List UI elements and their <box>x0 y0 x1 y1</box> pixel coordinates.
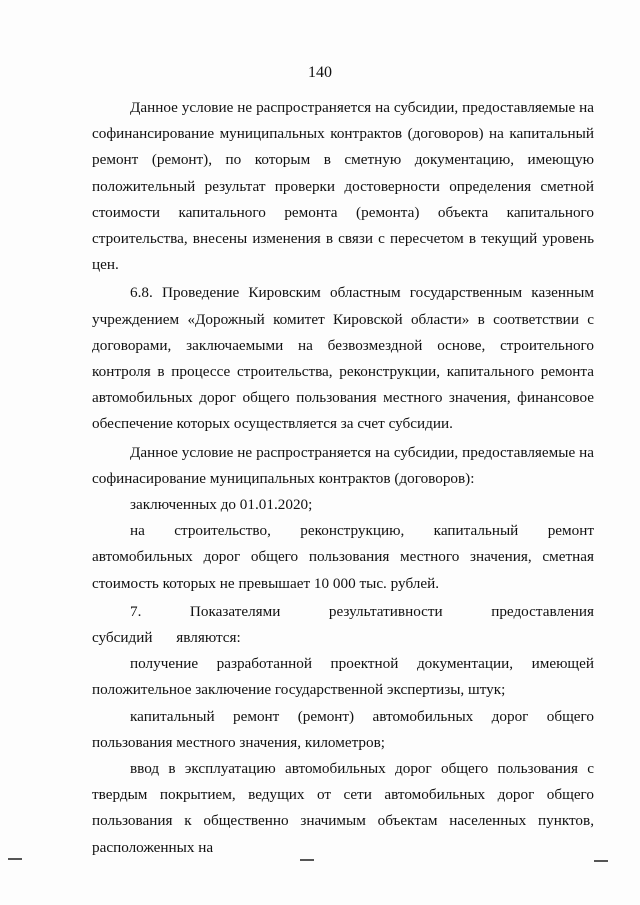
paragraph-subsidy-condition-2: Данное условие не распространяется на субсидии, предоставляемые на софинасирование муниципальных контрактов (договоров): <box>92 443 594 487</box>
scan-artifact-left <box>8 858 22 860</box>
paragraph-indicator-design-docs: получение разработанной проектной документации, имеющей положительное заключение государственной экспертизы, штук; <box>92 655 594 699</box>
paragraph-construction-cost: на строительство, реконструкцию, капитальный ремонт автомобильных дорог общего пользования местного значения, сметная стоимость которых не превышает 10 000 тыс. рублей. <box>92 522 594 592</box>
scan-artifact-center <box>300 859 314 861</box>
paragraph-item-7: 7. Показателями результативности предоставления субсидий являются: <box>92 602 594 647</box>
paragraph-subsidy-condition-1: Данное условие не распространяется на субсидии, предоставляемые на софинансирование муниципальных контрактов (договоров) на капитальный ремонт (ремонт), по которым в сметную документацию, имеющую положительный результат проверки достоверности определения сметной стоимости капитального ремонта (ремонта) объекта капитального строительства, внесены изменения в связи с пересчетом в текущий уровень цен. <box>92 99 594 274</box>
paragraph-indicator-commissioning: ввод в эксплуатацию автомобильных дорог общего пользования с твердым покрытием, ведущих от сети автомобильных дорог общего пользования к общественно значимым объектам населенных пунктов, расположенных на <box>92 760 594 856</box>
document-body <box>92 95 594 861</box>
paragraph-indicator-repair: капитальный ремонт (ремонт) автомобильных дорог общего пользования местного значения, километров; <box>92 707 594 751</box>
paragraph-concluded-before: заключенных до 01.01.2020; <box>130 496 313 514</box>
scan-artifact-right <box>594 860 608 862</box>
paragraph-item-6-8: 6.8. Проведение Кировским областным государственным казенным учреждением «Дорожный комитет Кировской области» в соответствии с договорами, заключаемыми на безвозмездной основе, строительного контроля в процессе строительства, реконструкции, капитального ремонта автомобильных дорог общего пользования местного значения, финансовое обеспечение которых осуществляется за счет субсидии. <box>92 284 594 433</box>
page-number: 140 <box>308 64 332 81</box>
